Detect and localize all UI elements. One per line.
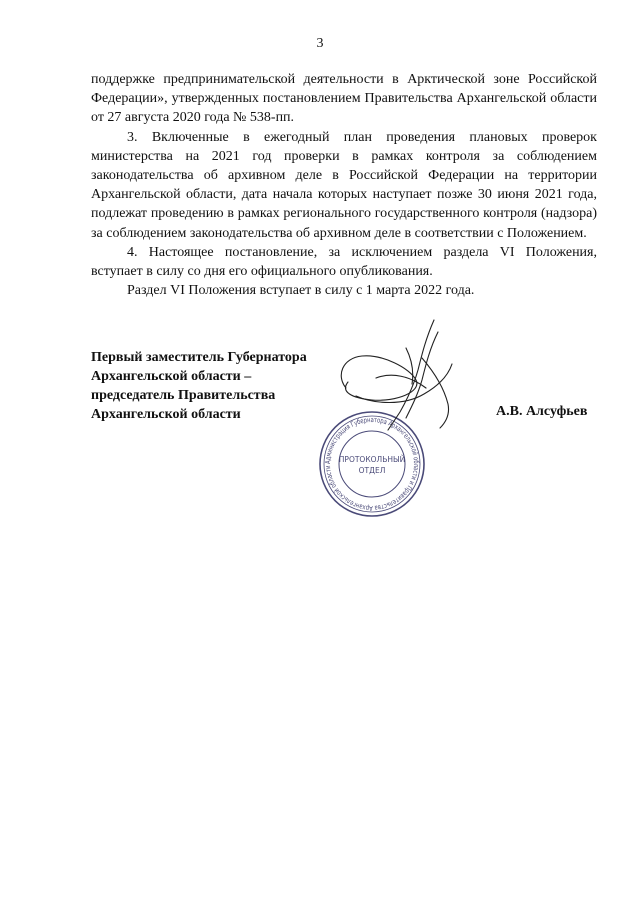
paragraph-section-vi: Раздел VI Положения вступает в силу с 1 марта 2022 года. [127,283,475,299]
seal-center-line-1: ПРОТОКОЛЬНЫЙ [338,455,406,464]
signatory-title-line: председатель Правительства [91,388,276,403]
signatory-title-line: Архангельской области – [91,369,252,384]
paragraph-continuation: поддержке предпринимательской деятельности в Арктической зоне Российской Федерации», утвержденных постановлением Правительства Архангельской области от 27 августа 2020 года № 538-пп. [91,72,597,126]
paragraph-item-4: 4. Настоящее постановление, за исключением раздела VI Положения, вступает в силу со дня его официального опубликования. [91,244,597,280]
page-number: 3 [316,36,324,51]
signatory-title [91,348,311,424]
signatory-title-line: Первый заместитель Губернатора [91,350,307,365]
signatory-name: А.В. Алсуфьев [496,404,588,419]
seal-center-line-2: ОТДЕЛ [358,466,386,475]
seal-inner-ring [339,431,405,497]
body-text [91,70,597,300]
paragraph-item-3: 3. Включенные в ежегодный план проведения плановых проверок министерства на 2021 год проверки в рамках контроля за соблюдением законодательства об архивном деле в Российской Федерации на территории Архангельской области, дата начала которых наступает позже 30 июня 2021 года, подлежат проведению в рамках регионального государственного контроля (надзора) за соблюдением законодательства об архивном деле в соответствии с Положением. [91,129,597,241]
handwritten-signature [326,318,466,436]
signatory-title-line: Архангельской области [91,407,241,422]
seal-ring-text: Администрация Губернатора Архангельской области и Правительства Архангельской области [323,415,421,513]
